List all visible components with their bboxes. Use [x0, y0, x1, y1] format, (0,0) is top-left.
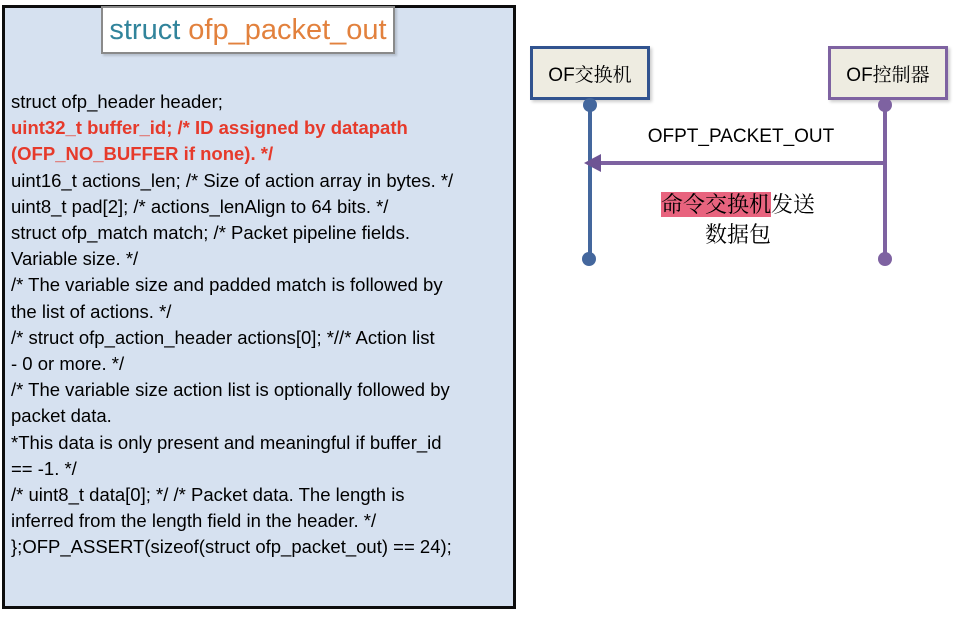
message-label: OFPT_PACKET_OUT [647, 126, 835, 147]
code-line: packet data. [11, 405, 112, 427]
actor-of-controller: OF控制器 [828, 46, 948, 100]
struct-code-block [11, 89, 511, 561]
lifeline-endpoint-dot [878, 252, 892, 266]
annotation-plain-text: 发送 [771, 192, 816, 217]
struct-panel [2, 5, 516, 609]
code-line: struct ofp_header header; [11, 91, 223, 112]
annotation-line2: 数据包 [704, 222, 771, 247]
lifeline-endpoint-dot [583, 98, 597, 112]
code-line: };OFP_ASSERT(sizeof(struct ofp_packet_out) == 24); [11, 536, 452, 558]
code-line: /* uint8_t data[0]; */ /* Packet data. The length is [11, 484, 405, 506]
annotation-highlighted-text: 命令交换机 [660, 192, 771, 217]
struct-title-box [101, 6, 395, 54]
code-line: the list of actions. */ [11, 300, 172, 322]
message-arrowhead-icon [584, 154, 601, 172]
code-line: uint16_t actions_len; /* Size of action array in bytes. */ [11, 169, 454, 191]
actor-of-switch: OF交换机 [530, 46, 650, 100]
code-line: == -1. */ [11, 457, 77, 479]
message-arrow-line [597, 161, 884, 165]
message-annotation [592, 190, 884, 250]
code-line: /* struct ofp_action_header actions[0]; *//* Action list [11, 326, 435, 348]
code-line: uint32_t buffer_id; /* ID assigned by datapath [11, 117, 408, 139]
code-line: (OFP_NO_BUFFER if none). */ [11, 143, 274, 165]
code-line: inferred from the length field in the header. */ [11, 510, 377, 532]
lifeline-endpoint-dot [878, 98, 892, 112]
struct-title-name: ofp_packet_out [188, 13, 387, 46]
code-line: struct ofp_match match; /* Packet pipeline fields. [11, 222, 410, 244]
struct-title-keyword: struct [109, 13, 181, 46]
code-line: /* The variable size and padded match is followed by [11, 274, 443, 296]
code-line: - 0 or more. */ [11, 353, 125, 375]
code-line: uint8_t pad[2]; /* actions_lenAlign to 64 bits. */ [11, 195, 389, 217]
code-line: *This data is only present and meaningful if buffer_id [11, 431, 442, 453]
lifeline-endpoint-dot [582, 252, 596, 266]
code-line: Variable size. */ [11, 248, 139, 270]
code-line: /* The variable size action list is optionally followed by [11, 379, 450, 401]
